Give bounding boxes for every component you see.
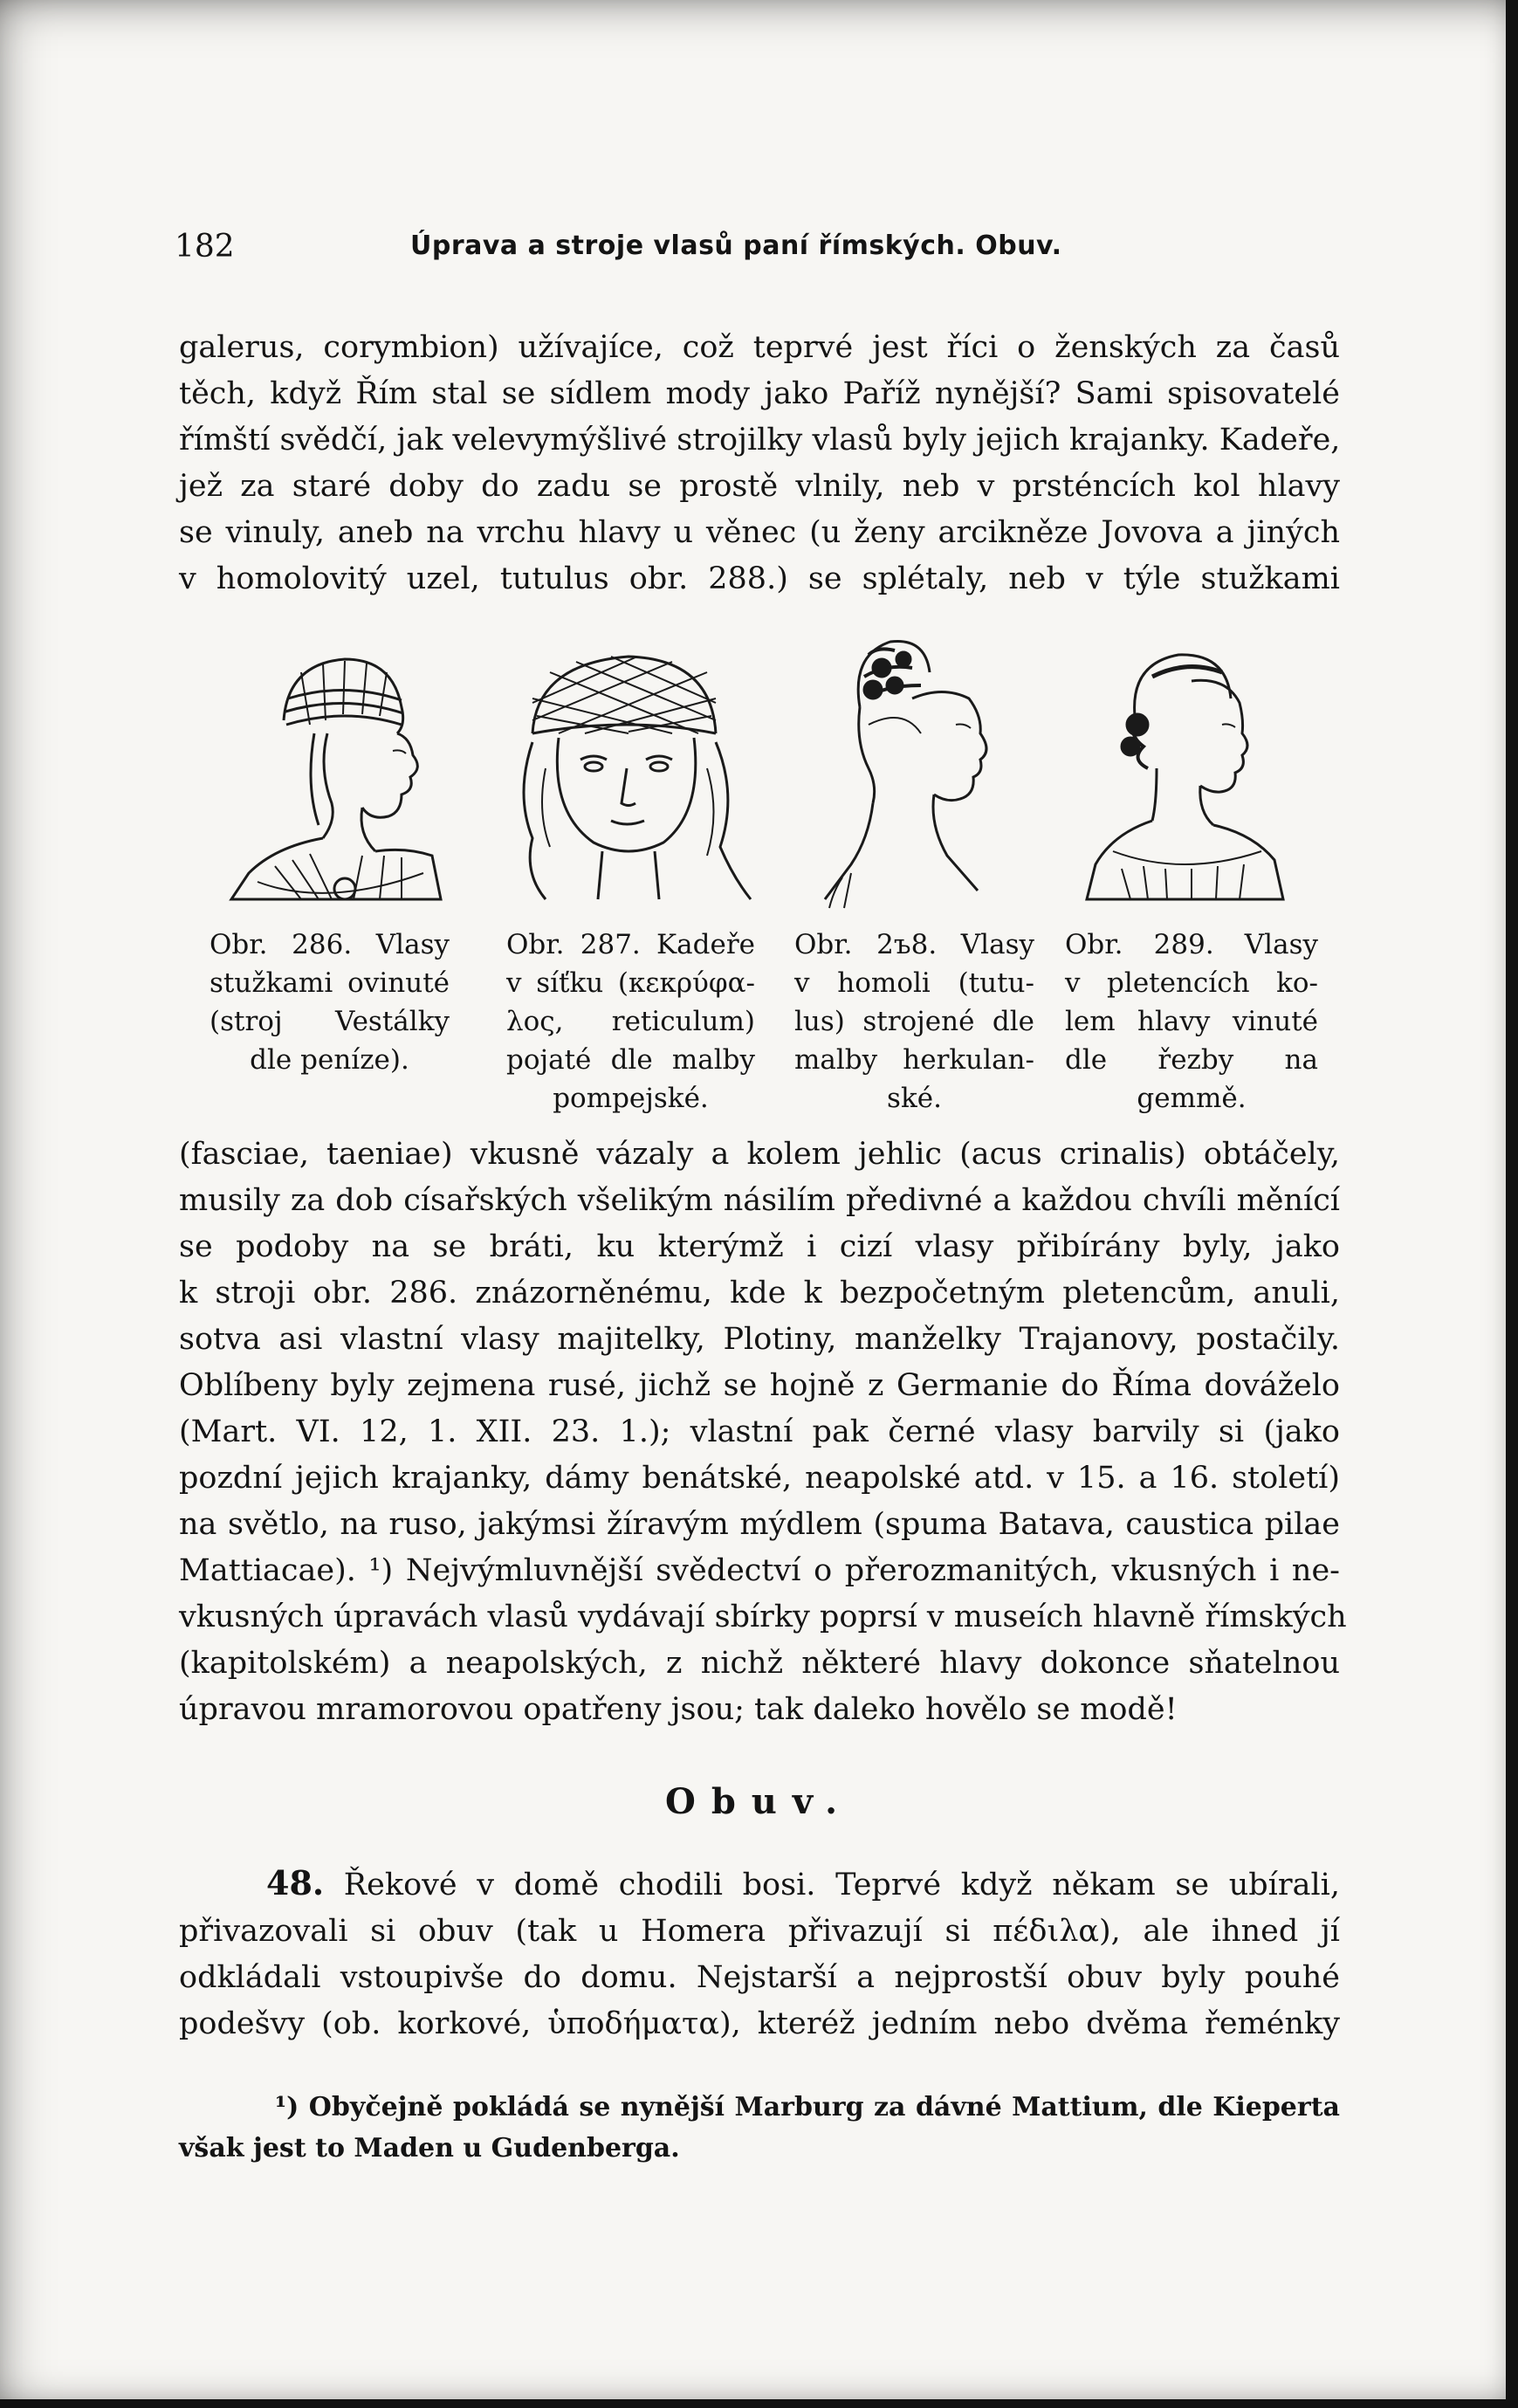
scan-bottom-border — [0, 2399, 1518, 2408]
caption-line: pojaté dle malby — [506, 1044, 755, 1076]
paragraph-1 — [179, 325, 1340, 602]
text-line: Mattiacae). ¹) Nejvýmluvnější svědectví o přerozmanitých, vkusných i ne- — [179, 1553, 1340, 1588]
text-line: musily za dob císařských všelikým násilím předivné a každou chvíli měnící — [179, 1183, 1340, 1218]
text-line-content: Řekové v domě chodili bosi. Teprvé když někam se ubírali, — [343, 1868, 1340, 1902]
text-line: úpravou mramorovou opatřeny jsou; tak daleko hovělo se modě! — [179, 1692, 1178, 1727]
text-line: podešvy (ob. korkové, ὑποδήματα), kteréž jedním nebo dvěma řeménky — [179, 2006, 1340, 2041]
caption-line: Obr. 289. Vlasy — [1065, 929, 1318, 960]
text-line: přivazovali si obuv (tak u Homera přivazují si πέδιλα), ale ihned jí — [179, 1914, 1340, 1949]
figure-288-caption — [794, 925, 1034, 1118]
text-line: vkusných úpravách vlasů vydávají sbírky poprsí v museích hlavně římských — [179, 1600, 1347, 1634]
footnote-line: ¹) Obyčejně pokládá se nynější Marburg za dávné Mattium, dle Kieperta — [275, 2092, 1340, 2122]
caption-line: stužkami ovinuté — [209, 967, 450, 999]
text-line: v homolovitý uzel, tutulus obr. 288.) se splétaly, neb v týle stužkami — [179, 561, 1340, 596]
caption-line: dle řezby na — [1065, 1044, 1318, 1076]
caption-line: malby herkulan- — [794, 1044, 1034, 1076]
page-number: 182 — [175, 229, 235, 265]
caption-line: lem hlavy vinuté — [1065, 1006, 1318, 1037]
text-line: odkládali vstoupivše do domu. Nejstarší a nejprostší obuv byly pouhé — [179, 1960, 1340, 1995]
figure-row — [196, 637, 1349, 1126]
footnote — [179, 2087, 1340, 2169]
paragraph-number: 48. — [266, 1863, 325, 1902]
paragraph-3 — [179, 1860, 1340, 2047]
caption-line: v homoli (tutu- — [794, 967, 1034, 999]
running-title: Úprava a stroje vlasů paní římských. Obuv. — [410, 230, 1062, 261]
text-line: sotva asi vlastní vlasy majitelky, Plotiny, manželky Trajanovy, postačily. — [179, 1322, 1340, 1357]
caption-line: v pletencích ko- — [1065, 967, 1318, 999]
paragraph-2 — [179, 1132, 1347, 1733]
caption-line: v síťku (κεκρύφα- — [506, 967, 755, 999]
caption-line: (stroj Vestálky — [209, 1006, 450, 1037]
text-line: galerus, corymbion) užívajíce, což teprvé jest říci o ženských za časů — [179, 330, 1340, 365]
text-line: (Mart. VI. 12, 1. XII. 23. 1.); vlastní pak černé vlasy barvily si (jako — [179, 1414, 1340, 1449]
running-head — [175, 229, 1344, 272]
scan-right-border — [1506, 0, 1518, 2408]
figure-289-caption — [1065, 925, 1318, 1118]
caption-line: lus) strojené dle — [794, 1006, 1034, 1037]
hairnet-head-engraving — [498, 637, 759, 917]
text-line: (kapitolském) a neapolských, z nichž některé hlavy dokonce sňatelnou — [179, 1646, 1340, 1681]
figure-289-illustration — [1069, 637, 1296, 917]
footnote-line: však jest to Maden u Gudenberga. — [179, 2133, 680, 2164]
text-line: k stroji obr. 286. znázorněnému, kde k bezpočetným pletencům, anuli, — [179, 1276, 1340, 1311]
caption-line: pompejské. — [553, 1083, 709, 1114]
caption-line: gemmě. — [1137, 1083, 1247, 1114]
section-heading: Obuv. — [664, 1781, 854, 1822]
caption-line: dle peníze). — [250, 1044, 409, 1076]
caption-line: Obr. 287. Kadeře — [506, 929, 755, 960]
text-line: jež za staré doby do zadu se prostě vlnily, neb v prsténcích kol hlavy — [179, 469, 1340, 504]
text-line: (fasciae, taeniae) vkusně vázaly a kolem jehlic (acus crinalis) obtáčely, — [179, 1137, 1340, 1172]
caption-line: ské. — [887, 1083, 942, 1114]
tutulus-head-engraving — [790, 637, 1017, 917]
vestal-head-engraving — [223, 637, 450, 917]
text-line: se vinuly, aneb na vrchu hlavy u věnec (u ženy arcikněze Jovova a jiných — [179, 515, 1340, 550]
figure-286-illustration — [223, 637, 450, 917]
figure-286-caption — [209, 925, 450, 1079]
text-line: na světlo, na ruso, jakýmsi žíravým mýdlem (spuma Batava, caustica pilae — [179, 1507, 1340, 1542]
text-line: se podoby na se bráti, ku kterýmž i cizí vlasy přibírány byly, jako — [179, 1229, 1340, 1264]
caption-line: Obr. 286. Vlasy — [209, 929, 450, 960]
figure-287-illustration — [498, 637, 759, 917]
caption-line: λος, reticulum) — [506, 1006, 755, 1037]
braided-head-engraving — [1069, 637, 1296, 917]
figure-288-illustration — [790, 637, 1017, 917]
text-line: pozdní jejich krajanky, dámy benátské, neapolské atd. v 15. a 16. století) — [179, 1461, 1340, 1496]
text-line: římští svědčí, jak velevymýšlivé strojilky vlasů byly jejich krajanky. Kadeře, — [179, 423, 1341, 458]
text-line: Oblíbeny byly zejmena rusé, jichž se hojně z Germanie do Říma dováželo — [179, 1368, 1340, 1403]
text-line — [179, 1860, 1340, 1909]
text-line: těch, když Řím stal se sídlem mody jako Paříž nynější? Sami spisovatelé — [179, 376, 1340, 411]
figure-287-caption — [506, 925, 755, 1118]
caption-line: Obr. 2ъ8. Vlasy — [794, 929, 1034, 960]
